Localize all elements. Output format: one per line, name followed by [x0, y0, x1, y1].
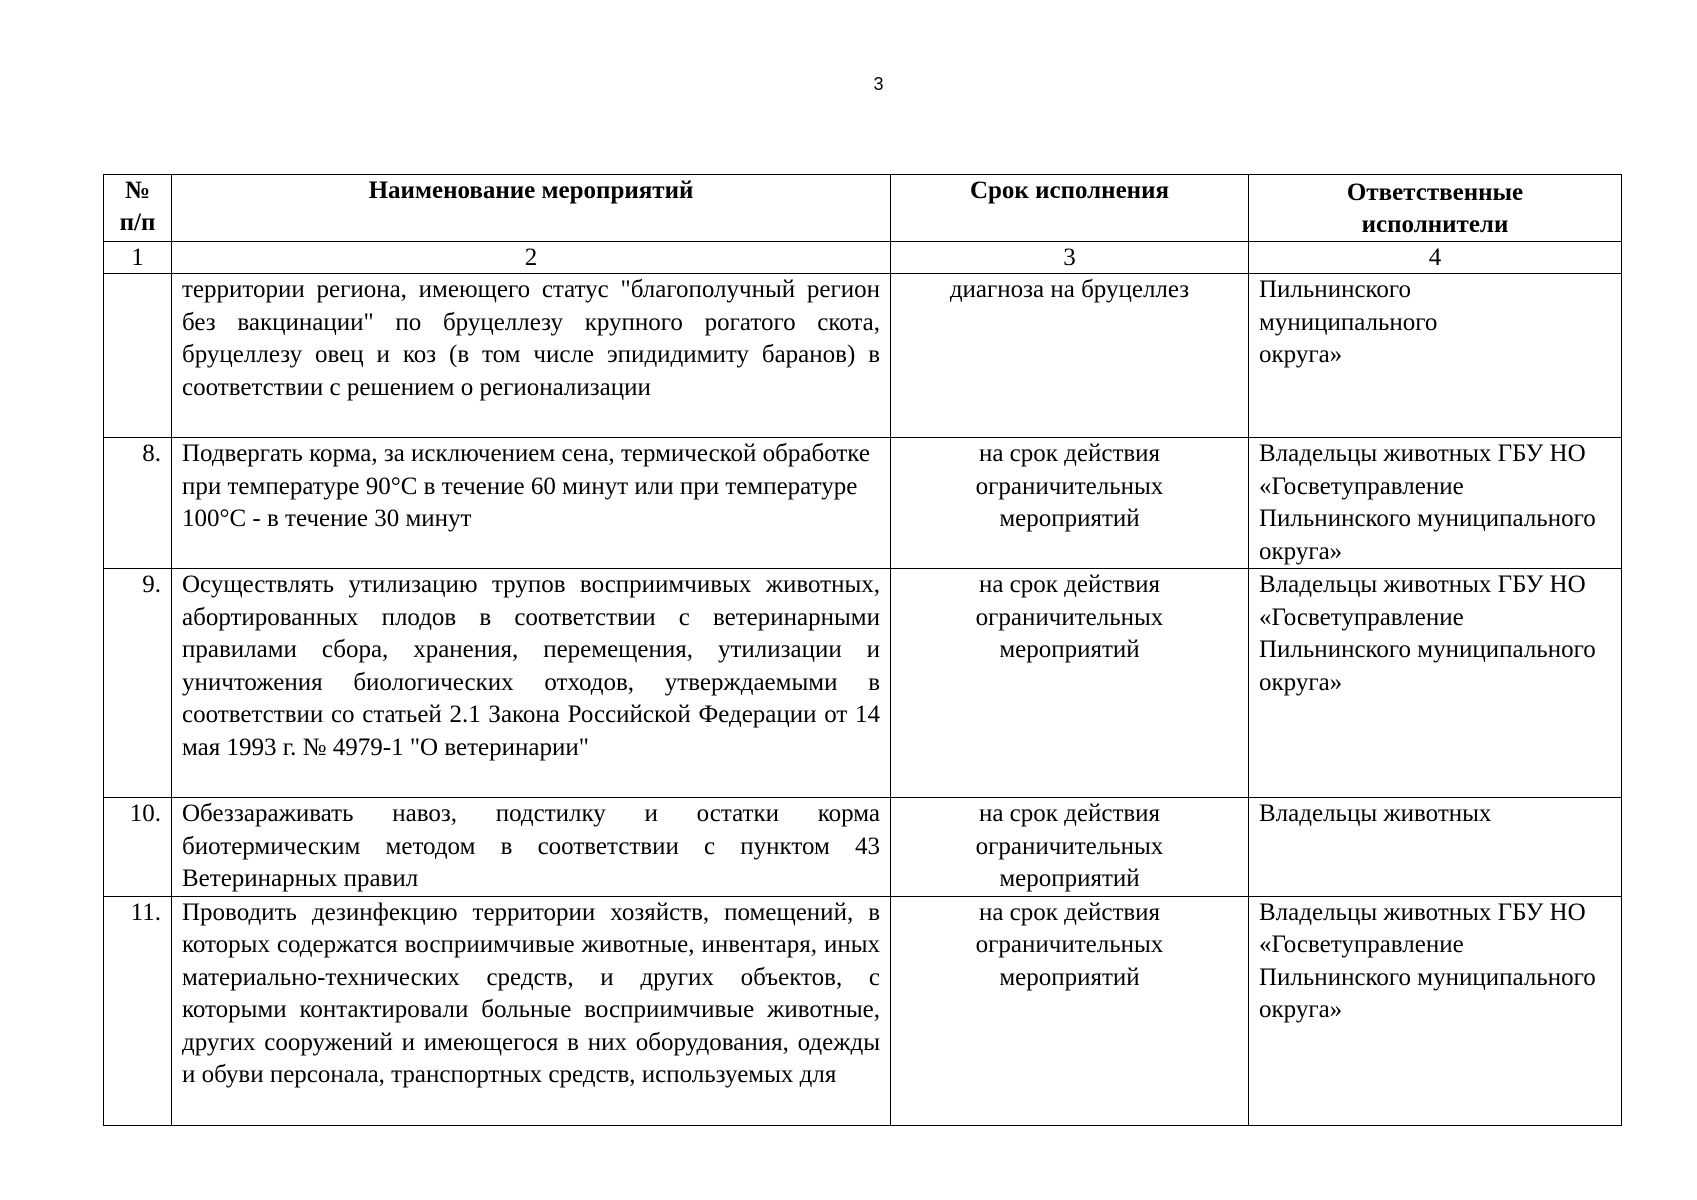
row-responsible: Владельцы животных ГБУ НО «Госветуправление Пильнинского муниципального округа»	[1249, 438, 1622, 569]
row-number: 8.	[104, 438, 172, 569]
row-responsible: Владельцы животных	[1249, 798, 1622, 897]
header-number-text: № п/п	[119, 177, 156, 236]
row-responsible: Пильнинского муниципального округа»	[1249, 274, 1622, 438]
header-term-text: Срок исполнения	[969, 177, 1170, 204]
column-number-row	[104, 242, 1622, 274]
header-responsible	[1249, 175, 1622, 242]
table-row	[104, 896, 1622, 1125]
measures-table	[103, 174, 1622, 1126]
row-number: 11.	[104, 896, 172, 1125]
column-number: 1	[104, 242, 172, 274]
column-number: 3	[891, 242, 1249, 274]
table-row	[104, 438, 1622, 569]
header-number	[104, 175, 172, 242]
header-responsible-text: Ответственные исполнители	[1346, 179, 1524, 238]
row-measure: Осуществлять утилизацию трупов восприимчивых животных, абортированных плодов в соответствии с ветеринарными правилами сбора, хранения, перемещения, утилизации и уничтожения биологических отходов, утверждаемыми в соответствии со статьей 2.1 Закона Российской Федерации от 14 мая 1993 г. № 4979-1 "О ветеринарии"	[172, 569, 891, 798]
row-term: на срок действия ограничительных мероприятий	[891, 569, 1249, 798]
row-number	[104, 274, 172, 438]
column-number: 2	[172, 242, 891, 274]
row-number: 9.	[104, 569, 172, 798]
row-measure: Проводить дезинфекцию территории хозяйств, помещений, в которых содержатся восприимчивые животные, инвентаря, иных материально-технических средств, и других объектов, с которыми контактировали больные восприимчивые животные, других сооружений и имеющегося в них оборудования, одежды и обуви персонала, транспортных средств, используемых для	[172, 896, 891, 1125]
table-row	[104, 569, 1622, 798]
table-header-row	[104, 175, 1622, 242]
row-responsible: Владельцы животных ГБУ НО «Госветуправление Пильнинского муниципального округа»	[1249, 896, 1622, 1125]
row-number: 10.	[104, 798, 172, 897]
row-term: на срок действия ограничительных мероприятий	[891, 798, 1249, 897]
row-measure: Обеззараживать навоз, подстилку и остатки корма биотермическим методом в соответствии с пунктом 43 Ветеринарных правил	[172, 798, 891, 897]
row-term: на срок действия ограничительных мероприятий	[891, 896, 1249, 1125]
column-number: 4	[1249, 242, 1622, 274]
page-number: 3	[873, 74, 884, 94]
table-row	[104, 798, 1622, 897]
header-name-text: Наименование мероприятий	[368, 177, 694, 204]
header-name	[172, 175, 891, 242]
row-measure: территории региона, имеющего статус "благополучный регион без вакцинации" по бруцеллезу крупного рогатого скота, бруцеллезу овец и коз (в том числе эпидидимиту баранов) в соответствии с решением о регионализации	[172, 274, 891, 438]
table-row	[104, 274, 1622, 438]
row-responsible: Владельцы животных ГБУ НО «Госветуправление Пильнинского муниципального округа»	[1249, 569, 1622, 798]
header-term	[891, 175, 1249, 242]
row-measure: Подвергать корма, за исключением сена, термической обработке при температуре 90°С в течение 60 минут или при температуре 100°С - в течение 30 минут	[172, 438, 891, 569]
row-term: на срок действия ограничительных мероприятий	[891, 438, 1249, 569]
row-term: диагноза на бруцеллез	[891, 274, 1249, 438]
